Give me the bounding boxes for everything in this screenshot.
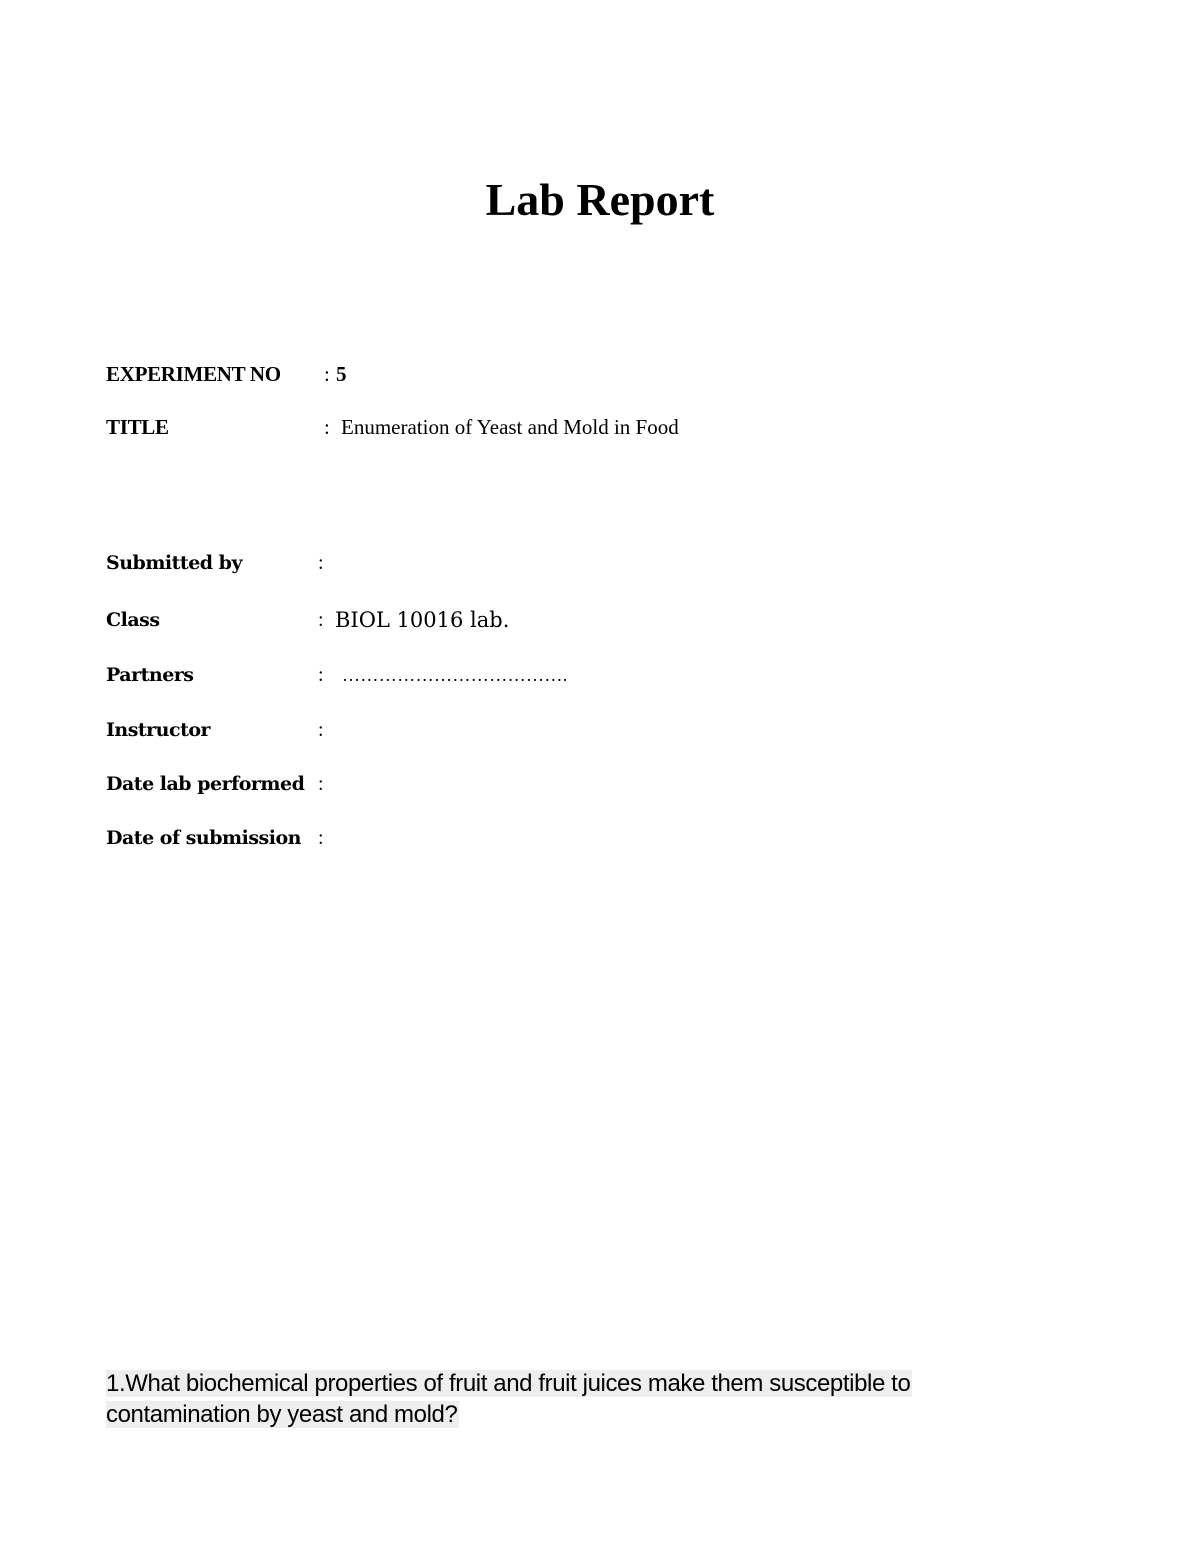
field-colon: : — [324, 362, 330, 386]
field-value: ………………………………. — [342, 665, 568, 685]
field-value: BIOL 10016 lab. — [335, 608, 510, 632]
field-colon: : — [318, 609, 324, 631]
page-title: Lab Report — [485, 174, 715, 225]
field-colon: : — [318, 664, 324, 686]
field-value: Enumeration of Yeast and Mold in Food — [341, 415, 679, 439]
field-label: EXPERIMENT NO — [106, 362, 281, 386]
field-value: 5 — [336, 362, 347, 386]
question-1 — [106, 1368, 1046, 1430]
field-colon: : — [318, 827, 324, 849]
field-colon: : — [318, 552, 324, 574]
field-label: TITLE — [106, 415, 169, 439]
field-colon: : — [318, 719, 324, 741]
field-label: Instructor — [106, 719, 211, 741]
field-label: Partners — [106, 664, 194, 686]
field-colon: : — [324, 415, 330, 439]
field-colon: : — [318, 773, 324, 795]
field-label: Class — [106, 609, 160, 631]
question-text: 1.What biochemical properties of fruit and fruit juices make them susceptible to contamination by yeast and mold? — [106, 1370, 911, 1428]
field-label: Date lab performed — [106, 773, 305, 795]
field-label: Date of submission — [106, 827, 301, 849]
field-label: Submitted by — [106, 552, 243, 574]
